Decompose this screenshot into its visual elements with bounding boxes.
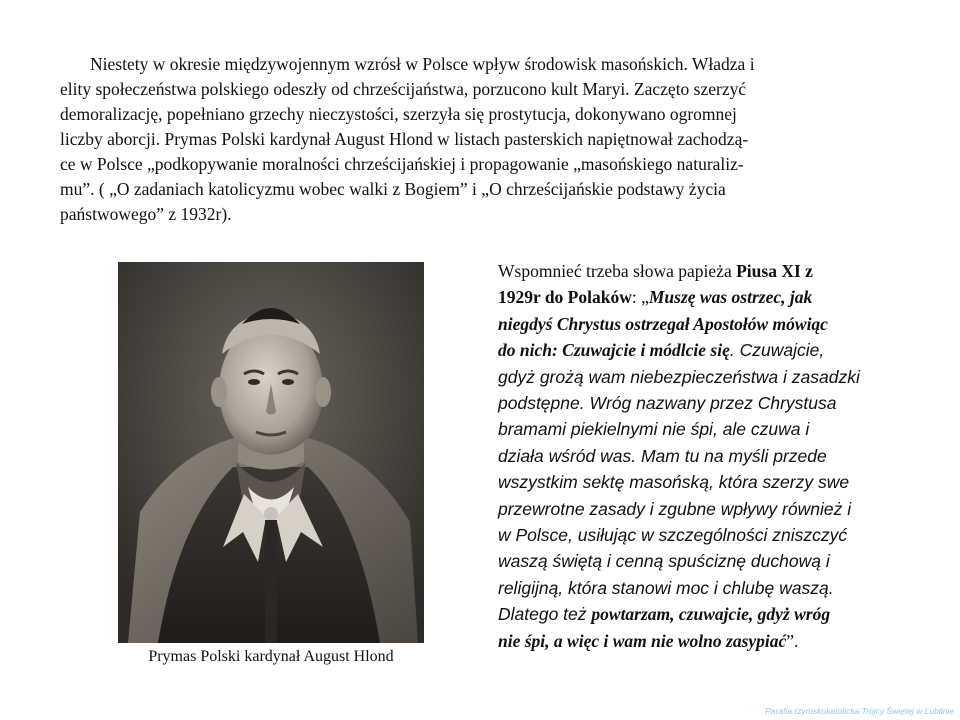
quote-bold-italic: powtarzam, czuwajcie, gdyż wróg xyxy=(591,604,831,625)
pius-xi-quote xyxy=(498,258,910,654)
quote-bold: 1929r do Polaków xyxy=(498,287,632,308)
quote-text: : „ xyxy=(631,287,649,308)
portrait-illustration xyxy=(118,262,424,643)
quote-line: bramami piekielnymi nie śpi, ale czuwa i xyxy=(498,419,810,440)
intro-line: demoralizację, popełniano grzechy nieczystości, szerzyła się prostytucja, dokonywano ogromnej xyxy=(60,104,737,124)
quote-line xyxy=(498,601,910,627)
intro-paragraph xyxy=(60,52,902,227)
quote-line xyxy=(498,284,910,310)
quote-line: wszystkim sektę masońską, która szerzy swe xyxy=(498,472,850,493)
quote-line xyxy=(498,258,910,284)
quote-line: gdyż grożą wam niebezpieczeństwa i zasadzki xyxy=(498,366,860,387)
intro-line: państwowego” z 1932r). xyxy=(60,204,232,224)
quote-line: w Polsce, usiłując w szczególności zniszczyć xyxy=(498,525,848,546)
intro-line: Niestety w okresie międzywojennym wzrósł w Polsce wpływ środowisk masońskich. Władza i xyxy=(90,54,755,74)
quote-line xyxy=(498,628,910,654)
quote-bold: Piusa XI z xyxy=(736,261,813,281)
quote-line: przewrotne zasady i zgubne wpływy również i xyxy=(498,498,852,519)
quote-italic: Dlatego też xyxy=(498,604,592,625)
quote-line: działa wśród was. Mam tu na myśli przede xyxy=(498,445,827,466)
quote-text: ”. xyxy=(786,630,799,651)
quote-italic: . Czuwajcie, xyxy=(729,340,825,361)
parish-footer: Parafia rzymskokatolicka Trójcy Świętej w Lublinie xyxy=(765,706,954,716)
quote-text: Wspomnieć trzeba słowa papieża xyxy=(498,261,737,281)
cardinal-portrait-photo xyxy=(118,262,424,643)
quote-line: niegdyś Chrystus ostrzegał Apostołów mówiąc xyxy=(498,313,828,334)
intro-line: ce w Polsce „podkopywanie moralności chrześcijańskiej i propagowanie „masońskiego naturaliz- xyxy=(60,154,744,174)
quote-line xyxy=(498,337,910,363)
intro-line: elity społeczeństwa polskiego odeszły od chrześcijaństwa, porzucono kult Maryi. Zaczęto szerzyć xyxy=(60,79,747,99)
intro-line: mu”. ( „O zadaniach katolicyzmu wobec walki z Bogiem” i „O chrześcijańskie podstawy życia xyxy=(60,179,726,199)
intro-line: liczby aborcji. Prymas Polski kardynał August Hlond w listach pasterskich napiętnował zachodzą- xyxy=(60,129,749,149)
quote-bold-italic: do nich: Czuwajcie i módlcie się xyxy=(498,340,730,361)
quote-bold-italic: Muszę was ostrzec, jak xyxy=(648,287,813,308)
quote-bold-italic: nie śpi, a więc i wam nie wolno zasypiać xyxy=(498,630,787,651)
quote-line: podstępne. Wróg nazwany przez Chrystusa xyxy=(498,393,837,414)
quote-line: waszą świętą i cenną spuściznę duchową i xyxy=(498,551,830,572)
photo-caption: Prymas Polski kardynał August Hlond xyxy=(148,648,394,665)
quote-line: religijną, która stanowi moc i chlubę waszą. xyxy=(498,577,834,598)
